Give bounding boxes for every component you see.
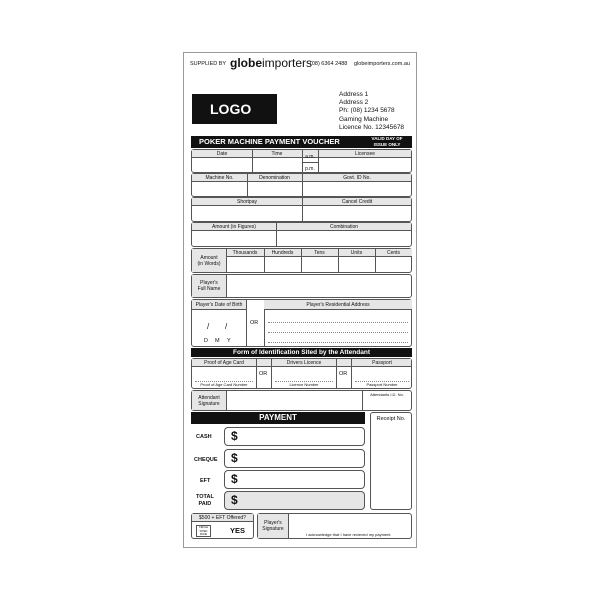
cheque-field[interactable] (224, 449, 365, 468)
machine-section (191, 173, 412, 197)
address-line-2 (268, 332, 408, 333)
cancel-credit-label: Cancel Credit (341, 199, 373, 205)
thousands-label: Thousands (232, 250, 258, 256)
valid-note (363, 136, 411, 147)
total-dollar-icon: $ (231, 493, 238, 507)
pm-label: p.m. (305, 166, 315, 172)
supplier-website: globeimporters.com.au (354, 61, 410, 67)
amount-words-section (191, 248, 412, 273)
full-name-section (191, 274, 412, 298)
amount-words-label (192, 255, 226, 267)
eft-field[interactable] (224, 470, 365, 489)
eft-label: EFT (200, 478, 211, 484)
circle-when-done-stamp (196, 525, 211, 537)
cash-field[interactable] (224, 427, 365, 446)
valid-note-line1: VALID DAY OF (371, 136, 403, 141)
licence-number-label: Licence Number (289, 382, 319, 387)
cash-dollar-icon: $ (231, 429, 238, 443)
payment-voucher-sheet (183, 52, 417, 548)
passport-number-label: Passport Number (366, 382, 398, 387)
dob-y: Y (227, 338, 231, 344)
payment-title: PAYMENT (191, 412, 365, 424)
words-divider-3 (338, 249, 339, 272)
time-label: Time (271, 151, 283, 157)
dob-d: D (204, 338, 208, 344)
ampm-divider (302, 162, 318, 163)
total-paid-field[interactable] (224, 491, 365, 510)
address-line2: Address 2 (339, 99, 369, 106)
full-name-label (192, 280, 226, 292)
supplied-by-label: SUPPLIED BY (190, 61, 227, 67)
dob-label: Player's Date of Birth (195, 302, 243, 308)
attendant-sig-label-1: Attendant (198, 395, 220, 401)
voucher-title: POKER MACHINE PAYMENT VOUCHER (199, 137, 340, 146)
drivers-licence-label: Drivers Licence (286, 360, 322, 366)
row1-divider-3 (318, 150, 319, 172)
total-paid-label (196, 494, 214, 507)
address-gaming: Gaming Machine (339, 116, 389, 123)
combination-label: Combination (329, 224, 359, 230)
denomination-label: Denomination (259, 175, 290, 181)
attendant-id-label: Attendants I.D. No. (370, 392, 404, 397)
cents-label: Cents (386, 250, 401, 256)
dob-or-label: OR (250, 320, 259, 326)
eft-dollar-icon: $ (231, 472, 238, 486)
units-label: Units (350, 250, 363, 256)
machine-label: Machine No. (205, 175, 234, 181)
full-name-divider (226, 275, 227, 297)
dob-slash-2: / (225, 322, 228, 331)
receipt-label: Receipt No. (376, 416, 406, 422)
brand-logo (230, 56, 312, 70)
words-divider-2 (301, 249, 302, 272)
row4-divider (276, 223, 277, 246)
amount-words-label-1: Amount (200, 255, 218, 261)
licensee-label: Licensee (354, 151, 375, 157)
player-sig-divider (288, 514, 289, 538)
proof-of-age-label: Proof of Age Card (204, 360, 244, 366)
amount-section (191, 222, 412, 247)
player-signature-label-1: Player's (264, 520, 282, 526)
id-section-title: Form of Identification Sited by the Attendant (191, 348, 412, 357)
address-block (339, 91, 404, 132)
attendant-section (191, 390, 412, 411)
brand-light: importers (262, 56, 313, 70)
full-name-label-2: Full Name (197, 286, 221, 292)
eft-offered-label: $500 + EFT Offered? (199, 515, 246, 521)
player-signature-label (258, 520, 288, 532)
govt-id-label: Govt. ID No. (343, 175, 371, 181)
address-line1: Address 1 (339, 91, 369, 98)
player-signature-box (257, 513, 412, 539)
voucher-title-bar (191, 136, 412, 148)
supplier-phone: (08) 6364 2488 (310, 61, 348, 67)
address-line-1 (268, 322, 408, 323)
passport-label: Passport (372, 360, 392, 366)
amount-figures-label: Amount (in Figures) (212, 224, 256, 230)
row2-divider-2 (302, 174, 303, 196)
brand-bold: globe (230, 56, 262, 70)
row2-divider-1 (247, 174, 248, 196)
address-licence: Licence No. 12345678 (339, 124, 405, 131)
words-divider-0 (226, 249, 227, 272)
player-signature-label-2: Signature (262, 526, 284, 532)
am-label: a.m. (305, 154, 315, 160)
hundreds-label: Hundreds (271, 250, 294, 256)
residential-address-label: Player's Residential Address (306, 302, 370, 308)
valid-note-line2: ISSUE ONLY (373, 141, 401, 147)
tens-label: Tens (314, 250, 325, 256)
attendant-divider-1 (226, 391, 227, 410)
eft-offered-box (191, 513, 254, 539)
acknowledge-text: I acknowledge that I have recieved my payment (306, 532, 391, 537)
yes-option[interactable]: YES (230, 526, 246, 535)
attendant-sig-label-2: Signature (198, 401, 220, 407)
cheque-dollar-icon: $ (231, 451, 238, 465)
row1-divider-1 (252, 150, 253, 172)
cash-label: CASH (196, 434, 212, 440)
receipt-box (370, 412, 412, 510)
shortpay-label: Shortpay (236, 199, 257, 205)
dob-slash-1: / (207, 322, 210, 331)
row3-divider (302, 198, 303, 221)
proof-number-label: Proof of Age Card Number (200, 382, 248, 387)
address-phone: Ph: (08) 1234 5678 (339, 107, 395, 114)
total-paid-label-2: PAID (198, 500, 212, 507)
date-label: Date (216, 151, 228, 157)
date-time-section (191, 149, 412, 173)
id-or-1: OR (259, 371, 268, 377)
dob-m: M (215, 338, 220, 344)
dob-address-section (191, 299, 412, 347)
words-divider-4 (375, 249, 376, 272)
id-section (191, 358, 412, 389)
address-line-3 (268, 342, 408, 343)
stamp-line-3: DONE (199, 533, 208, 536)
dob-divider (246, 300, 247, 346)
row1-divider-2 (302, 150, 303, 172)
words-divider-1 (264, 249, 265, 272)
logo-placeholder: LOGO (192, 94, 277, 124)
stamp-line-2: WHEN (199, 529, 208, 533)
total-paid-label-1: TOTAL (196, 494, 214, 500)
id-or-2: OR (339, 371, 348, 377)
stamp-line-1: CIRCLE (198, 526, 209, 529)
attendant-sig-label (192, 395, 226, 407)
amount-words-label-2: (in Words) (197, 261, 221, 267)
shortpay-section (191, 197, 412, 222)
cheque-label: CHEQUE (194, 457, 218, 463)
full-name-label-1: Player's (200, 280, 218, 286)
